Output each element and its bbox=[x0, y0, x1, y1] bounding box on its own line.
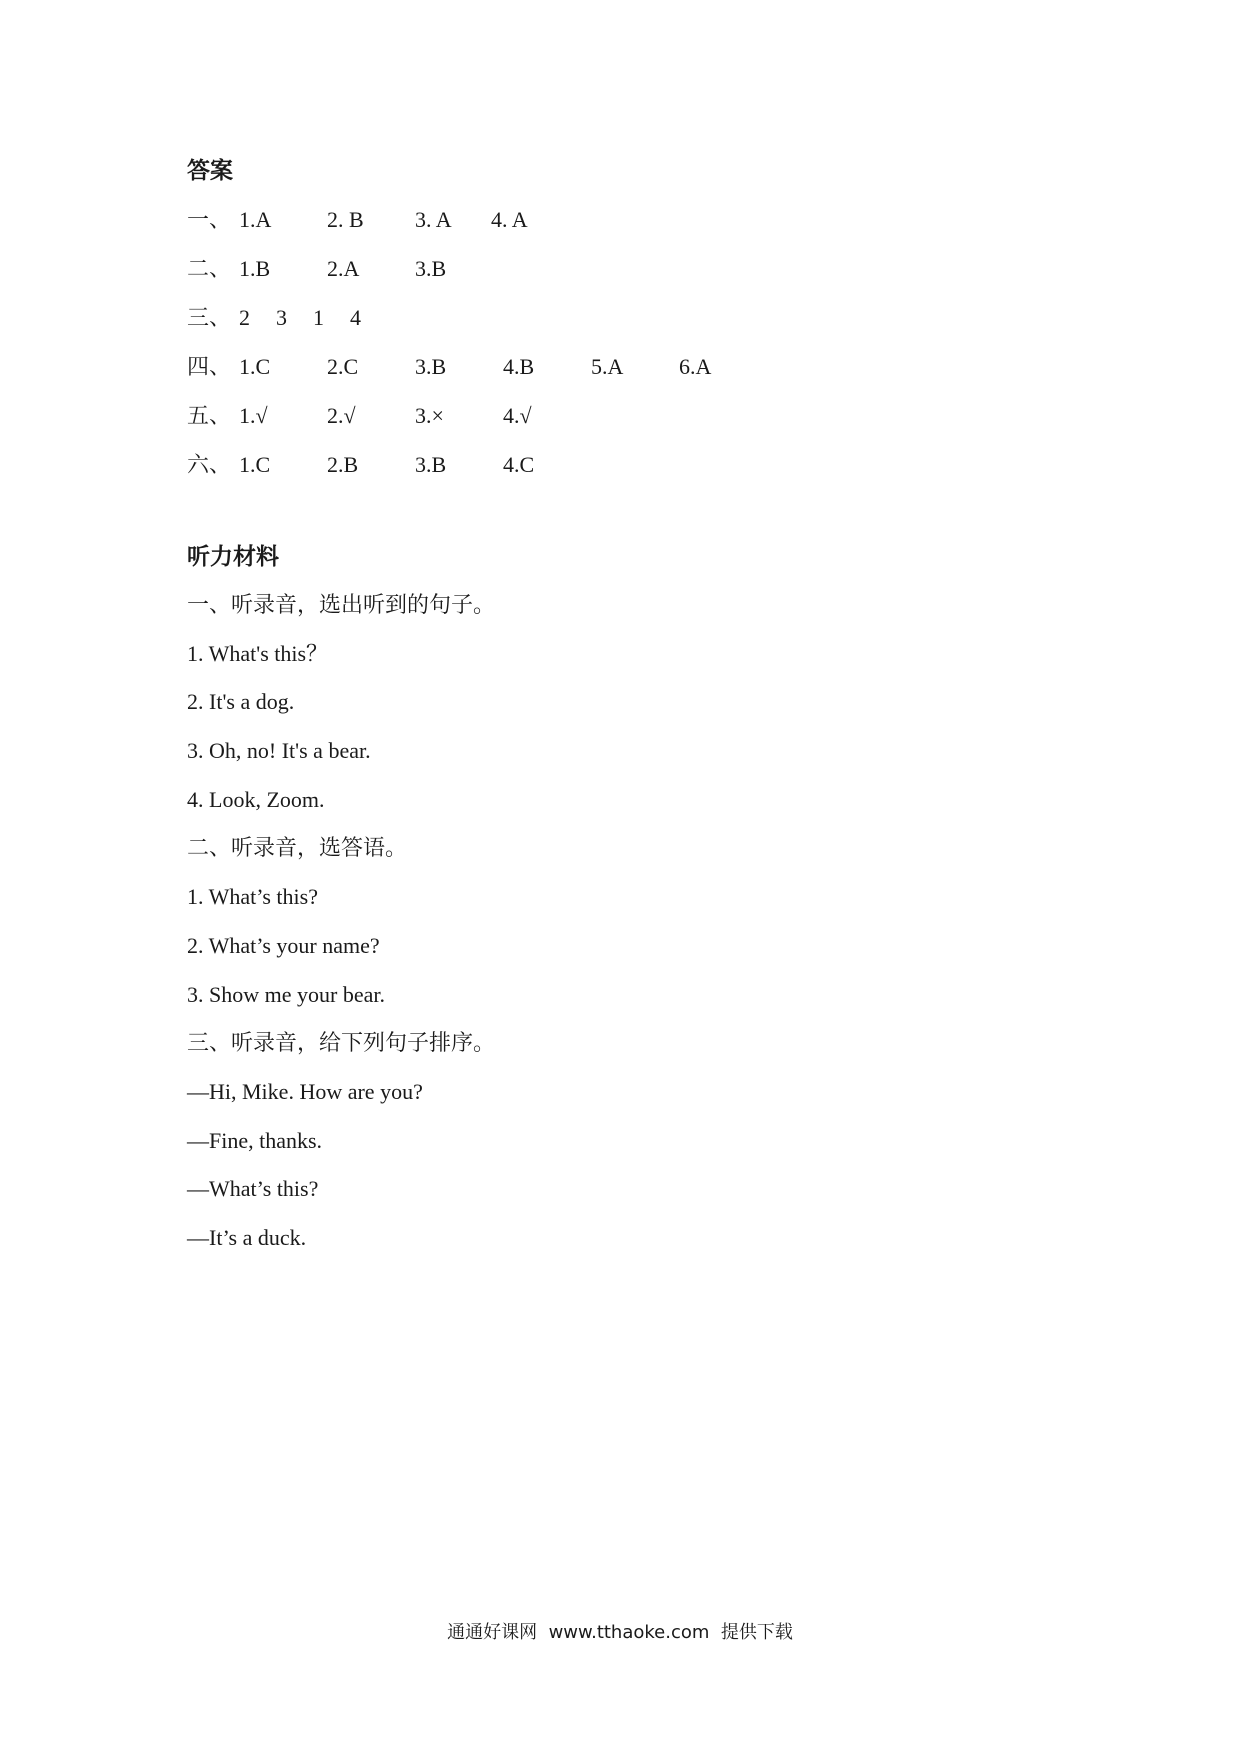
answer-row-prefix: 二、 bbox=[187, 256, 232, 281]
page-footer bbox=[0, 1618, 1240, 1644]
answer-item: 2.A bbox=[327, 256, 360, 281]
footer-url: www.tthaoke.com bbox=[548, 1622, 710, 1643]
answer-item: 2 bbox=[239, 305, 250, 330]
answer-item: 6.A bbox=[679, 354, 712, 379]
answer-item: 4.√ bbox=[503, 403, 532, 428]
answer-row bbox=[187, 244, 1067, 293]
listening-line: 3. Show me your bear. bbox=[187, 981, 385, 1007]
answer-item: 3. A bbox=[415, 207, 452, 232]
answer-item: 3.B bbox=[415, 452, 447, 477]
answer-row bbox=[187, 391, 1067, 440]
listening-line: —It’s a duck. bbox=[187, 1224, 307, 1250]
section-gap bbox=[187, 489, 1067, 539]
answer-item: 1.B bbox=[239, 256, 271, 281]
listening-heading: 听力材料 bbox=[187, 544, 279, 570]
answer-item: 1 bbox=[313, 305, 324, 330]
answer-item: 4.B bbox=[503, 354, 535, 379]
answer-item: 4. A bbox=[491, 207, 528, 232]
answer-item: 2.B bbox=[327, 452, 359, 477]
footer-suffix: 提供下载 bbox=[720, 1622, 793, 1643]
listening-section-title: 二、听录音，选答语。 bbox=[187, 835, 408, 861]
listening-line: 1. What's this？ bbox=[187, 640, 329, 666]
answers-heading: 答案 bbox=[187, 158, 233, 184]
listening-line: 1. What’s this? bbox=[187, 884, 318, 910]
document-content bbox=[187, 153, 1067, 1263]
answer-row-prefix: 四、 bbox=[187, 354, 232, 379]
answer-item: 2. B bbox=[327, 207, 364, 232]
listening-line: 3. Oh, no! It's a bear. bbox=[187, 738, 371, 764]
answer-item: 2.C bbox=[327, 354, 359, 379]
listening-section-title: 一、听录音，选出听到的句子。 bbox=[187, 592, 496, 617]
listening-line: 2. What’s your name? bbox=[187, 932, 380, 958]
listening-line: 4. Look, Zoom. bbox=[187, 786, 325, 812]
listening-line: —Fine, thanks. bbox=[187, 1127, 323, 1153]
answer-row-prefix: 三、 bbox=[187, 305, 232, 330]
answer-item: 4.C bbox=[503, 452, 535, 477]
answer-item: 1.A bbox=[239, 207, 272, 232]
answer-item: 3.× bbox=[415, 403, 444, 428]
answer-item: 1.√ bbox=[239, 403, 268, 428]
answer-item: 4 bbox=[350, 305, 361, 330]
answer-row bbox=[187, 440, 1067, 489]
answer-row bbox=[187, 342, 1067, 391]
listening-list bbox=[187, 581, 1067, 1263]
listening-line: —What’s this? bbox=[187, 1176, 319, 1202]
answer-item: 3.B bbox=[415, 354, 447, 379]
answer-row bbox=[187, 293, 1067, 342]
listening-section-title: 三、听录音，给下列句子排序。 bbox=[187, 1030, 496, 1056]
listening-line: 2. It's a dog. bbox=[187, 689, 295, 715]
answer-row bbox=[187, 195, 1067, 244]
answer-row-prefix: 一、 bbox=[187, 207, 232, 232]
footer-site-name: 通通好课网 bbox=[447, 1622, 538, 1643]
answer-item: 1.C bbox=[239, 354, 271, 379]
answer-row-prefix: 五、 bbox=[187, 403, 232, 428]
answer-item: 3 bbox=[276, 305, 287, 330]
listening-line: —Hi, Mike. How are you? bbox=[187, 1078, 423, 1104]
answer-item: 5.A bbox=[591, 354, 624, 379]
answer-item: 3.B bbox=[415, 256, 447, 281]
answer-item: 2.√ bbox=[327, 403, 356, 428]
answers-list bbox=[187, 195, 1067, 489]
answer-row-prefix: 六、 bbox=[187, 452, 232, 477]
answer-item: 1.C bbox=[239, 452, 271, 477]
